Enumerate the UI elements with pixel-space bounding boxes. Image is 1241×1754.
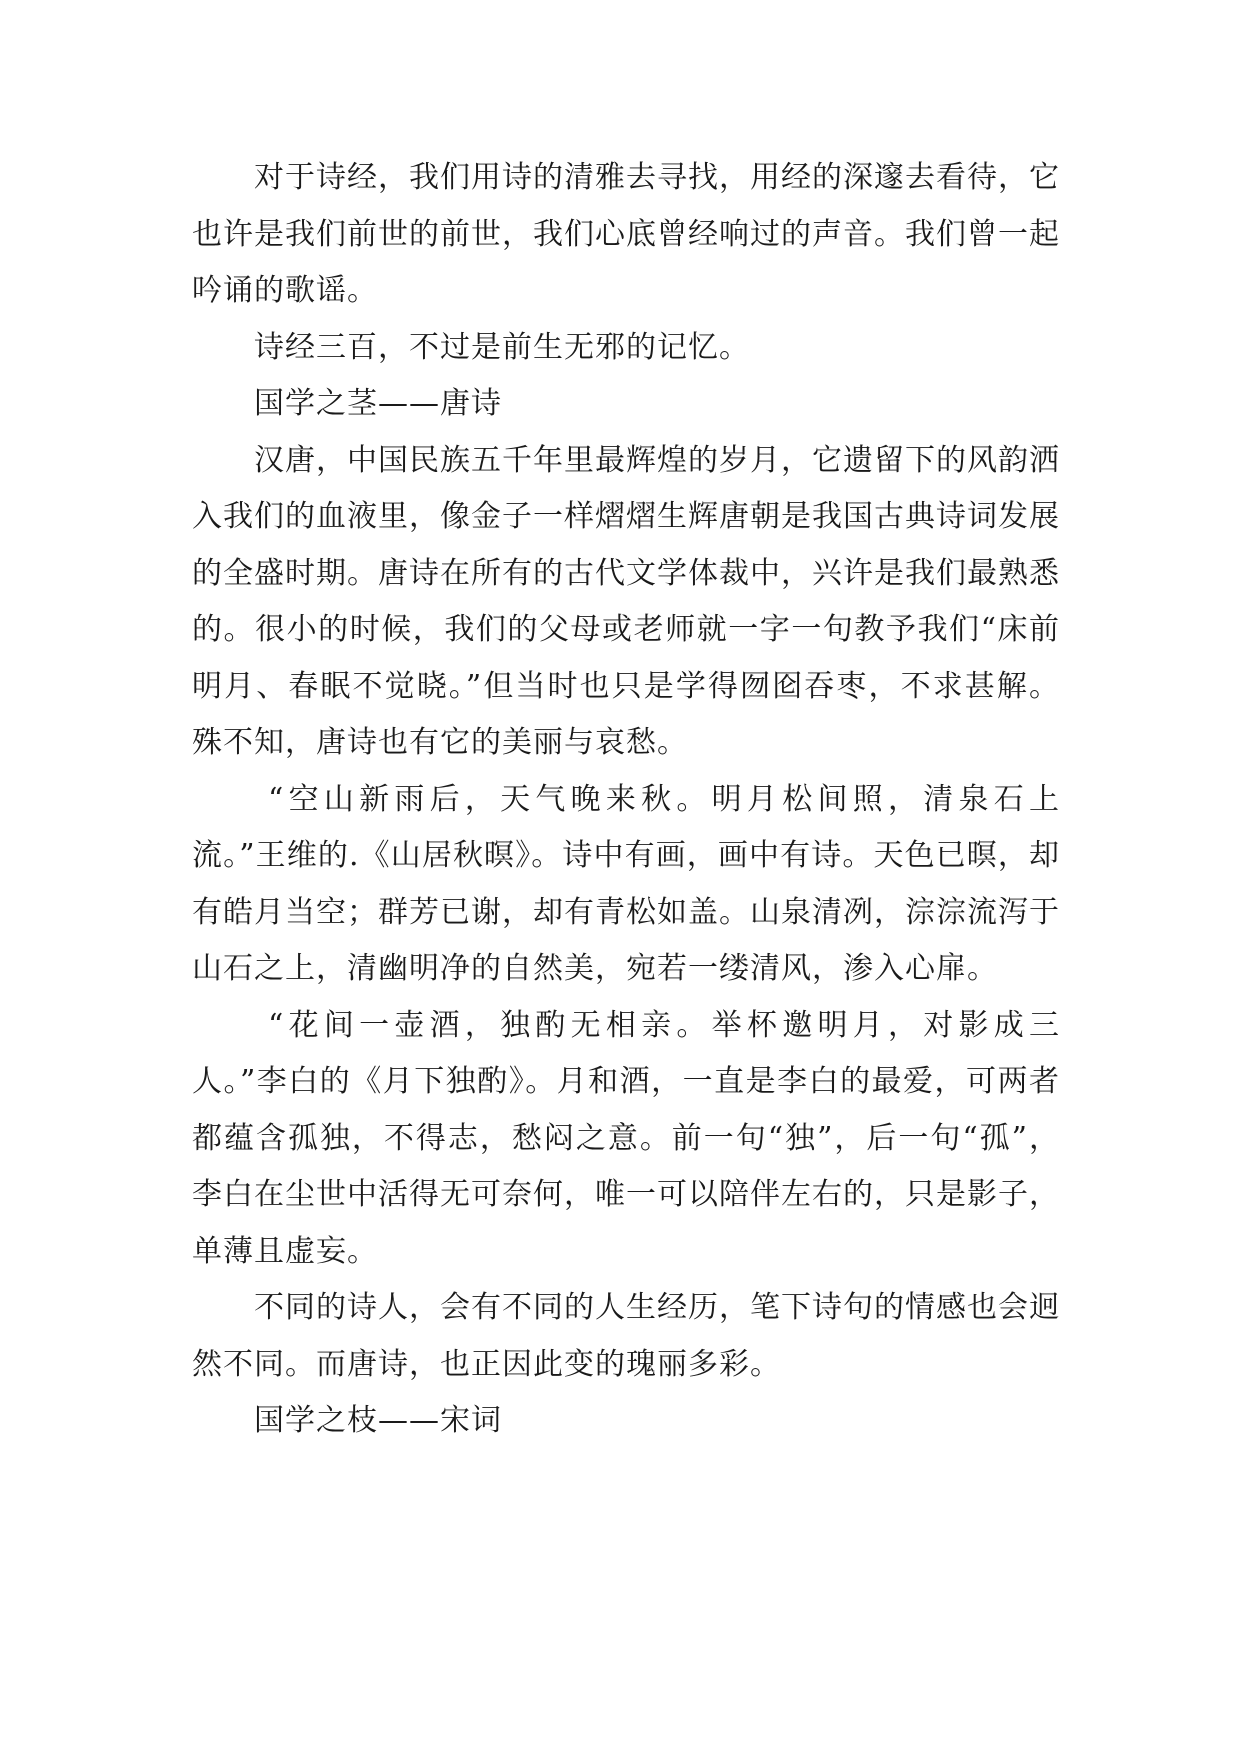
paragraph-shijing-intro: 对于诗经，我们用诗的清雅去寻找，用经的深邃去看待，它也许是我们前世的前世，我们心底曾经响过的声音。我们曾一起吟诵的歌谣。	[192, 160, 1060, 308]
paragraph-tang-intro: 汉唐，中国民族五千年里最辉煌的岁月，它遗留下的风韵洒入我们的血液里，像金子一样熠熠生辉唐朝是我国古典诗词发展的全盛时期。唐诗在所有的古代文学体裁中，兴许是我们最熟悉的。很小的时候，我们的父母或老师就一字一句教予我们“床前明月、春眠不觉晓。”但当时也只是学得囫囵吞枣，不求甚解。殊不知，唐诗也有它的美丽与哀愁。	[192, 442, 1060, 760]
section-heading-song-ci: 国学之枝——宋词	[254, 1403, 502, 1438]
paragraph-wang-wei: “空山新雨后，天气晚来秋。明月松间照，清泉石上流。”王维的.《山居秋暝》。诗中有画，画中有诗。天色已暝，却有皓月当空；群芳已谢，却有青松如盖。山泉清冽，淙淙流泻于山石之上，清幽明净的自然美，宛若一缕清风，渗入心扉。	[192, 781, 1060, 986]
paragraph-shijing-summary: 诗经三百，不过是前生无邪的记忆。	[254, 329, 750, 365]
paragraph-poets-conclusion: 不同的诗人，会有不同的人生经历，笔下诗句的情感也会迥然不同。而唐诗，也正因此变的瑰丽多彩。	[192, 1290, 1060, 1382]
section-heading-tang-poetry: 国学之茎——唐诗	[254, 386, 502, 421]
paragraph-li-bai: “花间一壶酒，独酌无相亲。举杯邀明月，对影成三人。”李白的《月下独酌》。月和酒，一直是李白的最爱，可两者都蕴含孤独，不得志，愁闷之意。前一句“独”，后一句“孤”，李白在尘世中活得无可奈何，唯一可以陪伴左右的，只是影子，单薄且虚妄。	[192, 1007, 1060, 1269]
document-body	[192, 150, 1060, 1450]
